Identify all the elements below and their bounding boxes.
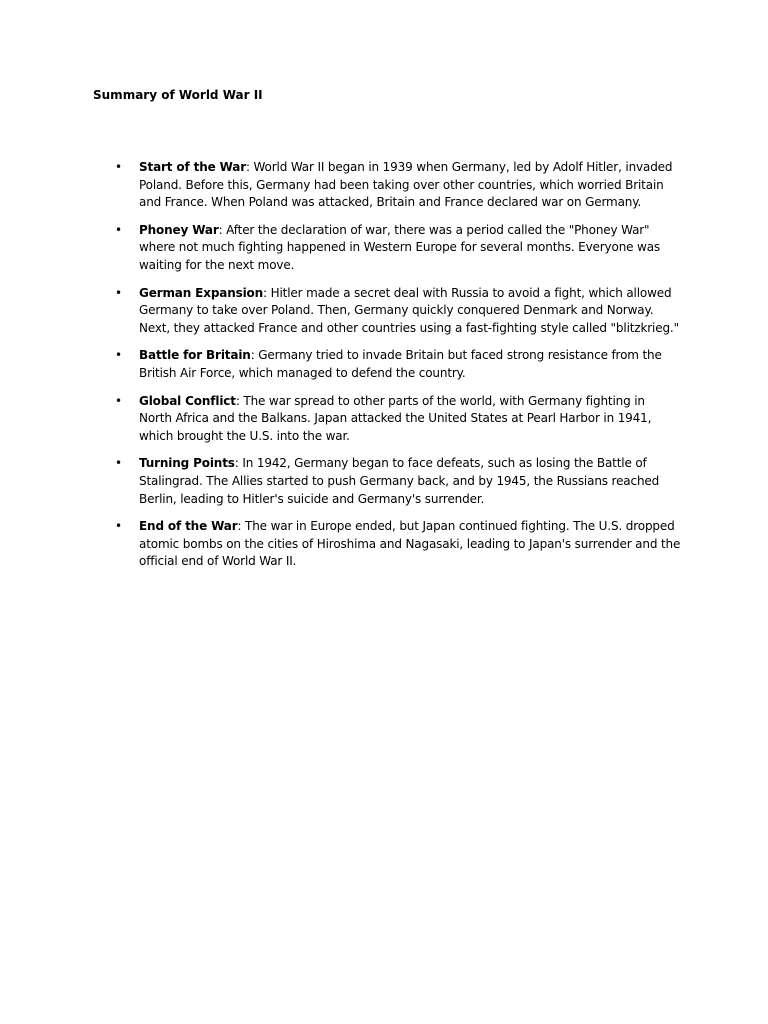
bullet-icon: •	[115, 160, 122, 174]
bullet-icon: •	[115, 519, 122, 534]
list-item	[115, 347, 681, 382]
bullet-icon: •	[115, 393, 122, 408]
bullet-icon: •	[115, 348, 122, 363]
list-item	[115, 222, 681, 275]
bullet-icon: •	[115, 222, 122, 237]
list-item	[115, 393, 681, 446]
item-term: Global Conflict	[139, 393, 236, 408]
bullet-icon: •	[115, 285, 122, 300]
item-text: : Germany tried to invade Britain but faced strong resistance from the British Air Force, which managed to defend the country.	[139, 348, 662, 380]
item-term: Phoney War	[139, 222, 219, 237]
item-term: Battle for Britain	[139, 348, 251, 363]
item-term: German Expansion	[139, 285, 264, 300]
item-term: Turning Points	[139, 456, 235, 471]
item-text: : The war spread to other parts of the world, with Germany fighting in North Africa and the Balkans. Japan attacked the United States at Pearl Harbor in 1941, which brought the U.S. into the war.	[139, 393, 652, 443]
item-text: : Hitler made a secret deal with Russia to avoid a fight, which allowed Germany to take over Poland. Then, Germany quickly conquered Denmark and Norway. Next, they attacked France and other countries using a fast-fighting style called "blitzkrieg."	[139, 285, 679, 335]
item-text: : The war in Europe ended, but Japan continued fighting. The U.S. dropped atomic bombs on the cities of Hiroshima and Nagasaki, leading to Japan's surrender and the official end of World War II.	[139, 519, 681, 569]
item-text: : In 1942, Germany began to face defeats, such as losing the Battle of Stalingrad. The Allies started to push Germany back, and by 1945, the Russians reached Berlin, leading to Hitler's suicide and Germany's surrender.	[139, 456, 660, 506]
item-term: Start of the War	[139, 160, 246, 174]
list-item	[115, 285, 681, 338]
list-item	[115, 518, 681, 571]
bullet-icon: •	[115, 456, 122, 471]
document-title: Summary of World War II	[93, 88, 263, 102]
list-item	[115, 159, 681, 212]
item-term: End of the War	[139, 519, 238, 534]
item-text: : After the declaration of war, there was a period called the "Phoney War" where not much fighting happened in Western Europe for several months. Everyone was waiting for the next move.	[139, 222, 661, 272]
list-item	[115, 455, 681, 508]
item-text: : World War II began in 1939 when Germany, led by Adolf Hitler, invaded Poland. Before this, Germany had been taking over other countries, which worried Britain and France. When Poland was attacked, Britain and France declared war on Germany.	[139, 160, 673, 210]
summary-list	[115, 159, 681, 581]
